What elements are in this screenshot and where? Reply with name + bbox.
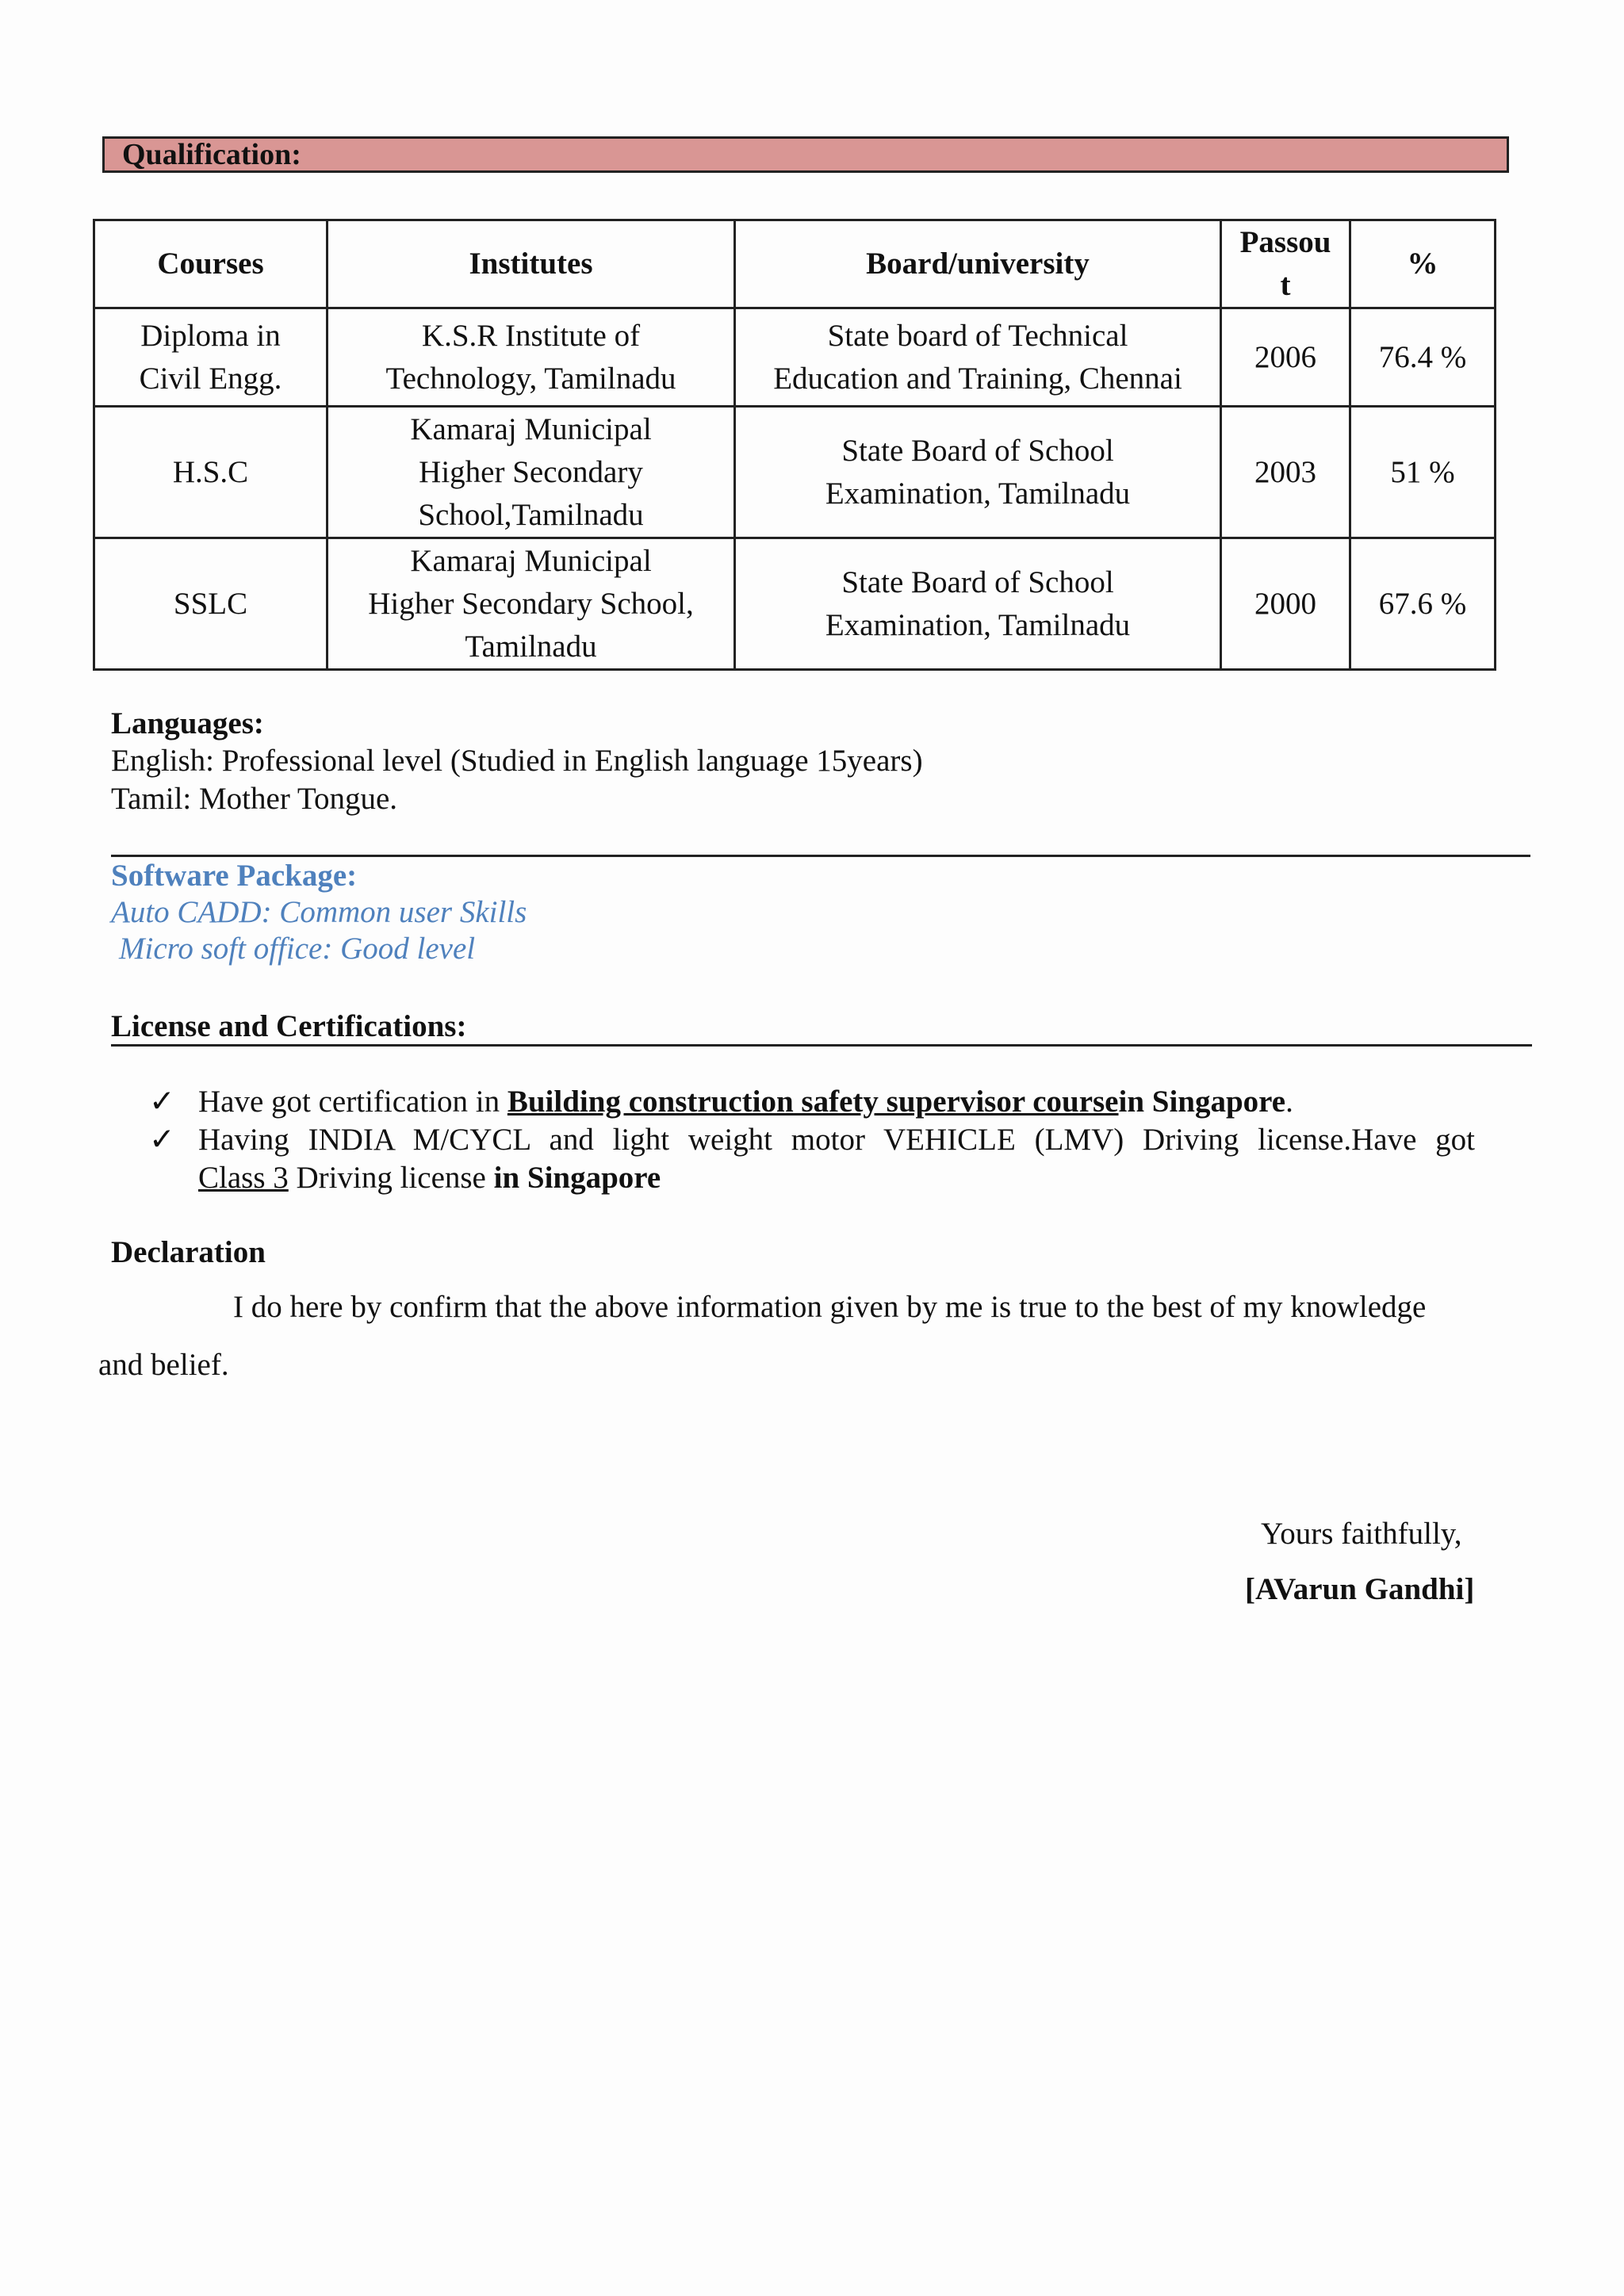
course-line: Diploma in: [140, 318, 281, 353]
course-cell: SSLC: [94, 538, 327, 670]
table-row: [94, 538, 1496, 670]
board-cell: [735, 308, 1221, 407]
table-row: [94, 308, 1496, 407]
percent-cell: 67.6 %: [1350, 538, 1496, 670]
signature-name: [AVarun Gandhi]: [1245, 1572, 1475, 1606]
license-text-line1: Having INDIA M/CYCL and light weight motor VEHICLE (LMV) Driving license.Have got: [198, 1123, 1475, 1157]
year-cell: 2006: [1221, 308, 1350, 407]
software-heading: Software Package:: [111, 859, 358, 893]
certification-end: .: [1285, 1085, 1293, 1119]
percent-cell: 51 %: [1350, 407, 1496, 538]
declaration-text-cont: and belief.: [98, 1348, 229, 1382]
languages-heading: Languages:: [111, 706, 264, 740]
license-heading: License and Certifications:: [111, 1009, 467, 1043]
board-line: State Board of School: [841, 433, 1114, 468]
board-line: Education and Training, Chennai: [773, 361, 1182, 396]
qualification-table: [93, 219, 1496, 671]
year-cell: 2003: [1221, 407, 1350, 538]
language-tamil: Tamil: Mother Tongue.: [111, 782, 398, 816]
software-office: Micro soft office: Good level: [119, 932, 476, 966]
institute-cell: [327, 407, 735, 538]
course-cell: H.S.C: [94, 407, 327, 538]
software-autocad: Auto CADD: Common user Skills: [111, 895, 527, 929]
license-mid: Driving license: [288, 1161, 494, 1195]
board-line: Examination, Tamilnadu: [825, 476, 1131, 511]
license-text-line2: [198, 1159, 1475, 1197]
certification-prefix: Have got certification in: [198, 1085, 508, 1119]
institute-line: School,Tamilnadu: [418, 497, 644, 532]
checkmark-icon: ✓: [149, 1123, 175, 1157]
board-cell: [735, 538, 1221, 670]
header-passout-part2: t: [1280, 268, 1291, 302]
certification-location: in Singapore: [1118, 1085, 1286, 1119]
license-location: in Singapore: [493, 1161, 661, 1195]
institute-cell: [327, 308, 735, 407]
list-item: [149, 1083, 1497, 1121]
language-english: English: Professional level (Studied in English language 15years): [111, 744, 923, 778]
header-courses: Courses: [94, 220, 327, 308]
qualification-heading: Qualification:: [102, 136, 1509, 173]
year-cell: 2000: [1221, 538, 1350, 670]
table-header-row: [94, 220, 1496, 308]
board-line: State board of Technical: [827, 318, 1128, 353]
declaration-heading: Declaration: [111, 1235, 266, 1269]
header-passout: [1221, 220, 1350, 308]
institute-line: Kamaraj Municipal: [410, 411, 652, 446]
course-line: Civil Engg.: [139, 361, 282, 396]
course-cell: [94, 308, 327, 407]
institute-line: Higher Secondary: [419, 454, 643, 489]
divider: [111, 1044, 1532, 1047]
license-class: Class 3: [198, 1161, 289, 1195]
board-cell: [735, 407, 1221, 538]
header-percent: %: [1350, 220, 1496, 308]
institute-cell: [327, 538, 735, 670]
header-board: Board/university: [735, 220, 1221, 308]
header-passout-part1: Passou: [1239, 225, 1331, 259]
institute-line: Tamilnadu: [465, 629, 597, 664]
checkmark-icon: ✓: [149, 1085, 175, 1119]
header-institutes: Institutes: [327, 220, 735, 308]
board-line: State Board of School: [841, 564, 1114, 599]
list-item: [149, 1121, 1497, 1197]
institute-line: Higher Secondary School,: [368, 586, 694, 621]
declaration-text: I do here by confirm that the above information given by me is true to the best of my knowledge: [233, 1290, 1427, 1324]
institute-line: Technology, Tamilnadu: [385, 361, 676, 396]
institute-line: Kamaraj Municipal: [410, 543, 652, 578]
percent-cell: 76.4 %: [1350, 308, 1496, 407]
closing-salutation: Yours faithfully,: [1261, 1517, 1462, 1551]
divider: [111, 855, 1530, 857]
certification-course: Building construction safety supervisor course: [507, 1085, 1119, 1119]
institute-line: K.S.R Institute of: [421, 318, 641, 353]
board-line: Examination, Tamilnadu: [825, 607, 1131, 642]
certification-text: [198, 1083, 1475, 1121]
table-row: [94, 407, 1496, 538]
